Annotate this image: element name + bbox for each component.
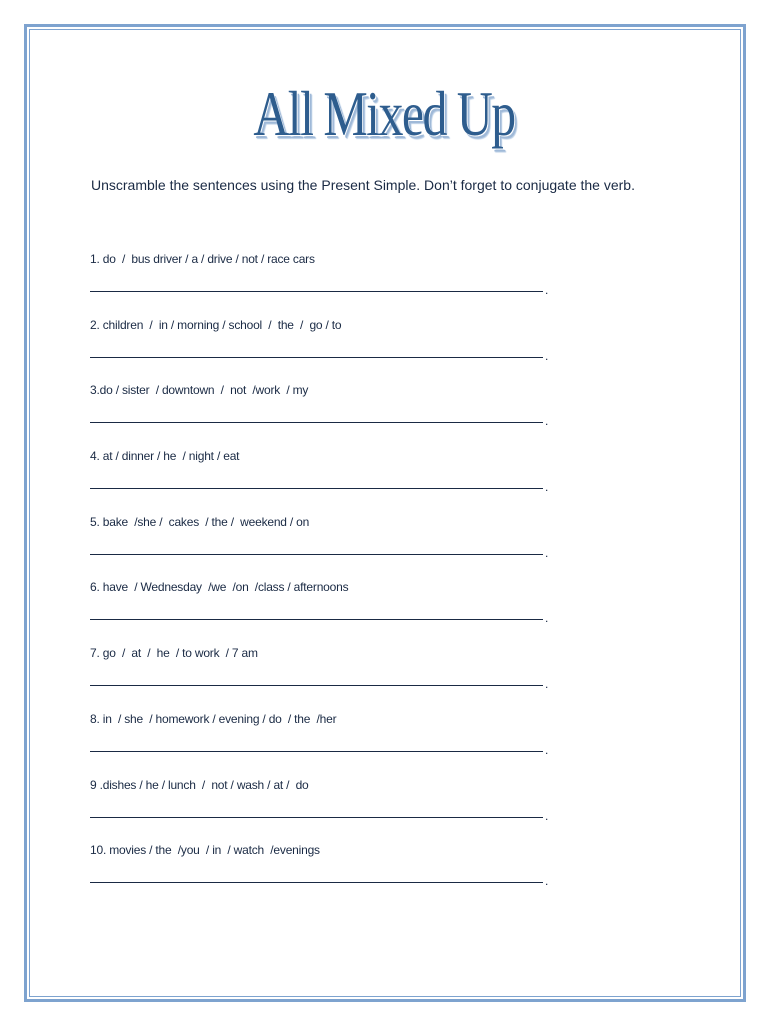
answer-line[interactable] xyxy=(90,882,543,883)
answer-period: . xyxy=(545,808,549,823)
answer-period: . xyxy=(545,545,549,560)
exercise-item xyxy=(90,515,560,581)
exercise-list xyxy=(90,252,560,909)
exercise-item xyxy=(90,580,560,646)
answer-line[interactable] xyxy=(90,619,543,620)
answer-line[interactable] xyxy=(90,422,543,423)
answer-period: . xyxy=(545,348,549,363)
exercise-prompt: 1. do / bus driver / a / drive / not / race cars xyxy=(90,252,315,266)
answer-line[interactable] xyxy=(90,817,543,818)
exercise-item xyxy=(90,646,560,712)
answer-period: . xyxy=(545,677,549,692)
answer-line[interactable] xyxy=(90,751,543,752)
exercise-prompt: 5. bake /she / cakes / the / weekend / on xyxy=(90,514,310,529)
exercise-item xyxy=(90,383,560,449)
answer-period: . xyxy=(545,283,549,297)
answer-line[interactable] xyxy=(90,488,543,489)
exercise-item xyxy=(90,712,560,778)
exercise-item xyxy=(90,843,560,909)
exercise-item xyxy=(90,778,560,844)
answer-line[interactable] xyxy=(90,291,543,292)
answer-period: . xyxy=(545,874,549,889)
answer-line[interactable] xyxy=(90,685,543,686)
exercise-prompt: 7. go / at / he / to work / 7 am xyxy=(90,646,258,661)
exercise-prompt: 8. in / she / homework / evening / do / the /her xyxy=(90,711,337,726)
instructions-text: Unscramble the sentences using the Present Simple. Don’t forget to conjugate the verb. xyxy=(91,177,635,193)
exercise-prompt: 4. at / dinner / he / night / eat xyxy=(90,449,240,464)
exercise-prompt: 10. movies / the /you / in / watch /evenings xyxy=(90,843,320,858)
exercise-item xyxy=(90,318,560,384)
exercise-prompt: 9 .dishes / he / lunch / not / wash / at / do xyxy=(90,777,309,792)
answer-line[interactable] xyxy=(90,554,543,555)
answer-period: . xyxy=(545,611,549,626)
exercise-prompt: 6. have / Wednesday /we /on /class / afternoons xyxy=(90,580,349,595)
answer-period: . xyxy=(545,742,549,757)
exercise-item xyxy=(90,252,560,318)
answer-line[interactable] xyxy=(90,357,543,358)
exercise-prompt: 2. children / in / morning / school / the / go / to xyxy=(90,317,342,332)
answer-period: . xyxy=(545,414,549,429)
answer-period: . xyxy=(545,480,549,495)
worksheet-title: All Mixed Up xyxy=(253,78,515,149)
exercise-prompt: 3.do / sister / downtown / not /work / my xyxy=(90,383,309,398)
exercise-item xyxy=(90,449,560,515)
